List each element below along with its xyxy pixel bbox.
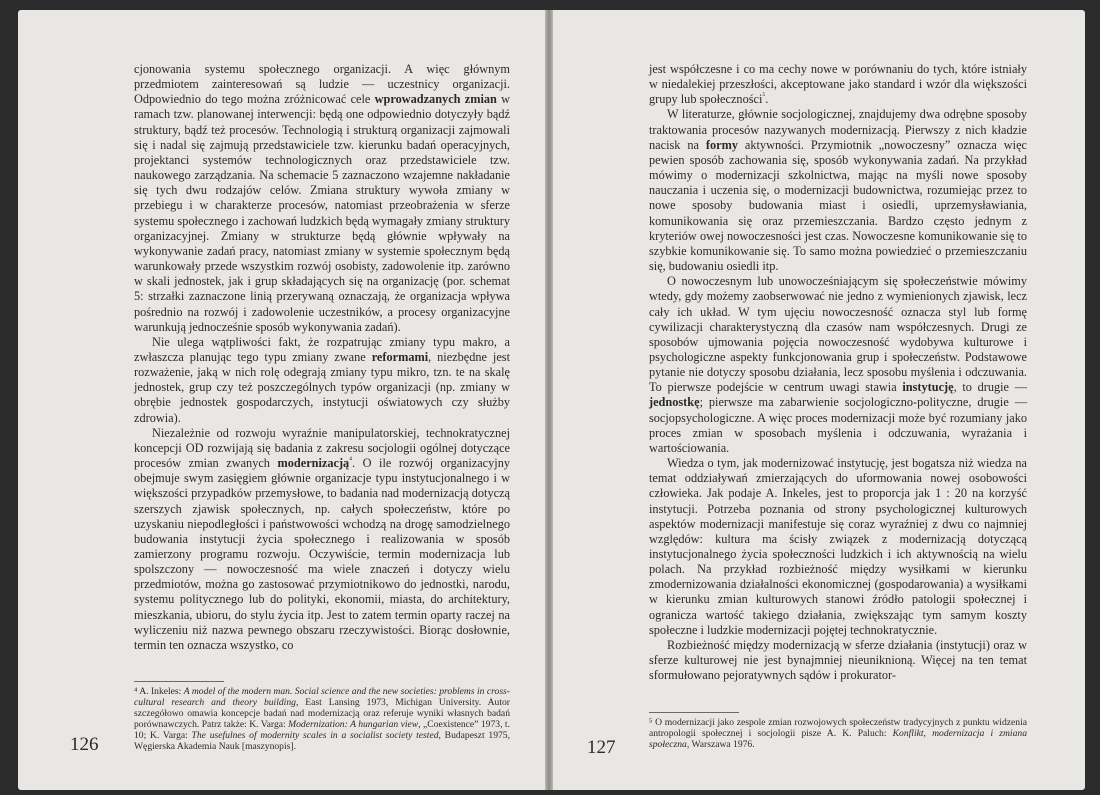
book-gutter [545, 10, 553, 790]
text-run: . [765, 92, 769, 107]
emphasis-text: modernizacją [277, 456, 350, 471]
paragraph [134, 426, 510, 653]
footnote-rule [134, 681, 224, 682]
paragraph [649, 274, 1027, 456]
text-run: ; pierwsze ma zabarwienie socjologiczno-polityczne, drugie — socjopsychologiczne. A więc proces modernizacji może być rozumiany jako proces zmian w sposobach myślenia i odczuwania, wyrażania i wartościowania. [649, 395, 1027, 455]
paragraph [134, 335, 510, 426]
text-run: ⁴ A. Inkeles: [134, 686, 184, 697]
text-run: W literaturze, głównie socjologicznej, znajdujemy dwa odrębne sposoby traktowania procesów nazywanych modernizacją. Pierwszy z nich kładzie nacisk na [649, 107, 1027, 152]
paragraph [649, 638, 1027, 683]
paragraph [649, 62, 1027, 107]
left-page [18, 10, 545, 790]
text-run: Niezależnie od rozwoju wyraźnie manipulatorskiej, technokratycznej koncepcji OD rozwijają się badania z zakresu socjologii ogólnej dotyczące procesów zmian zwanych [134, 425, 510, 471]
footnote-ref: ⁵ [762, 91, 766, 101]
paragraph [649, 107, 1027, 274]
right-body-text [649, 62, 1027, 683]
text-run: . O ile rozwój organizacyjny obejmuje swym zasięgiem głównie organizacje typu instytucjonalnego i w większości przypadków przemysłowe, to badania nad modernizacją dotyczą szerszych zjawisk społecznych, np. całych społeczeństw, które po uzyskaniu niepodległości i państwowości wchodzą na drogę samodzielnego budowania instytucji życia społecznego i realizowania w sposób zamierzony programu rozwoju. Oczywiście, termin modernizacja lub spolszczony — nowoczesność ma wiele znaczeń i dotyczy wielu przedmiotów, można go zastosować przymiotnikowo do jednostki, narodu, systemu politycznego lub do polityki, ekonomii, miasta, do architektury, mieszkania, ubioru, do stylu życia itp. Jest to zatem termin oparty raczej na wyliczeniu niż nazwa pewnego obszaru rzeczywistości. Biorąc dosłownie, termin ten oznacza wszystko, co [134, 456, 510, 652]
page-number-left: 126 [70, 734, 99, 755]
text-run: , to drugie — [953, 380, 1027, 395]
footnote-ref: ⁴ [349, 454, 353, 464]
text-run: aktywności. Przymiotnik „nowoczesny” oznacza więc pewien sposób zachowania się, sposób wykonywania zadań. Na przykład mówimy o modernizacji szkolnictwa, mając na myśli nowe sposoby nauczania i uczenia się, o modernizacji budownictwa, rozumiejąc przez to nowe sposoby budowania miast i osiedli, uprzemysławiania, komunikowania się oraz przemieszczania. Bardzo często jednym z kryteriów owej nowoczesności jest czas. Nowoczesne komunikowanie się to szybkie komunikowanie się. To samo można powiedzieć o przemieszczaniu się, budowaniu osiedli itp. [649, 137, 1027, 274]
text-run: , Budapeszt 1975, Węgierska Akademia Nauk [maszynopis]. [134, 730, 510, 752]
text-run: cjonowania systemu społecznego organizacji. A więc głównym przedmiotem zainteresowań są ludzie — uczestnicy organizacji. Odpowiednio do tego można zróżnicować cele [134, 62, 510, 107]
text-run: , „Coexistence” 1973, t. 10; K. Varga: [134, 719, 510, 741]
text-run: Wiedza o tym, jak modernizować instytucję, jest bogatsza niż wiedza na temat oddziaływań zmierzających do uformowania nowej osobowości człowieka. Jak podaje A. Inkeles, jest to proporcja jak 1 : 20 na korzyść instytucji. Potrzeba poznania od strony psychologicznej kulturowych aspektów modernizacji manifestuje się coraz wyraźniej z dwu co najmniej względów: kultura ma ścisły związek z modernizacją dotyczącą instytucjonalnego życia społeczności ludzkich i ich aktywnością na wielu polach. Na przykład rozbieżność między wysiłkami w kierunku zmodernizowania działalności ekonomicznej (gospodarowania) a wysiłkami w kierunku zmian kulturowych stanowi źródło patologii społecznej i ogranicza wartość takiego działania, zwiększając tym samym koszty społeczne i ludzkie modernizacji pojętej technokratycznie. [649, 456, 1027, 637]
paragraph [134, 62, 510, 335]
italic-title: The usefulnes of modernity scales in a socialist society tested [191, 730, 439, 741]
left-body-text [134, 62, 510, 653]
page-number-right: 127 [587, 737, 616, 758]
text-run: , niezbędne jest rozważenie, jaką w nich rolę odegrają zmiany typu mikro, tzn. te na skalę jednostek, grup czy też poszczególnych typów organizacji (np. zmiany w obrębie jednostek gospodarczych, instytucji oświatowych czy służby zdrowia). [134, 349, 510, 425]
emphasis-text: reformami [371, 349, 429, 364]
text-run: Nie ulega wątpliwości fakt, że rozpatrując zmiany typu makro, a zwłaszcza planując tego typu zmiany zwane [134, 334, 510, 364]
text-run: , East Lansing 1973, Michigan University. Autor szczegółowo omawia koncepcje badań nad modernizacją oraz referuje wyniki własnych badań porównawczych. Patrz także: K. Varga: [134, 697, 510, 730]
emphasis-text: wprowadzanych zmian [374, 92, 497, 107]
italic-title: Konflikt, modernizacja i zmiana społeczna [649, 728, 1027, 750]
left-footnote [134, 686, 510, 752]
right-page [553, 10, 1085, 790]
text-run: jest współczesne i co ma cechy nowe w porównaniu do tych, które istniały w niedalekiej przeszłości, akceptowane jako standard i wzór dla większości grupy lub społeczności [649, 62, 1027, 107]
text-run: O nowoczesnym lub unowocześniającym się społeczeństwie mówimy wtedy, gdy możemy zaobserwować nie jedno z wymienionych zjawisk, lecz cały ich układ. W tym ujęciu nowoczesność oznacza styl lub formę cywilizacji charakterystyczną dla czasów nam współczesnych. Drugi ze sposobów ujmowania pojęcia nowoczesność wydobywa kulturowe i psychologiczne aspekty funkcjonowania grup i społeczeństw. Podstawowe pytanie nie dotyczy sposobu działania, lecz sposobu myślenia i odczuwania. To pierwsze podejście w centrum uwagi stawia [649, 274, 1027, 395]
text-run: ⁵ O modernizacji jako zespole zmian rozwojowych społeczeństw tradycyjnych z punktu widzenia antropologii społecznej i socjologii pisze A. K. Paluch: [649, 717, 1027, 739]
text-run: Rozbieżność między modernizacją w sferze działania (instytucji) oraz w sferze kulturowej nie jest bynajmniej nieuniknioną. Więcej na ten temat sformułowano pejoratywnych sądów i prokurator- [649, 637, 1027, 683]
emphasis-text: instytucję [902, 380, 954, 395]
emphasis-text: formy [705, 137, 738, 152]
right-footnote [649, 717, 1027, 750]
text-run: w ramach tzw. planowanej interwencji: będą one odpowiednio dotyczyły bądź struktury, bądź też procesów. Technologią i strukturą organizacji zajmowali się i nadal się zajmują przedstawiciele tzw. kierunku badań operacyjnych, projektanci systemów technologicznych oraz przedstawiciele tzw. naukowego zarządzania. Na schemacie 5 zaznaczono wzajemne nakładanie się tych dwu rodzajów celów. Zmiana struktury wywoła zmiany w przebiegu i w charakterze procesów, natomiast przeobrażenia w sferze systemu społecznego i zachowań ludzkich będą wymagały zmiany struktury organizacyjnej. Zmiany w strukturze będą głównie wpływały na wykonywanie zadań pracy, natomiast zmiany w systemie społecznym będą warunkowały przede wszystkim rozwój osobisty, zadowolenie itp. zarówno w skali jednostek, jak i grup składających się na organizację (por. schemat 5: strzałki zaznaczone linią przerywaną oznaczają, że organizacja wpływa pośrednio na rozwój i zadowolenie uczestników, a procesy organizacyjne warunkują jednocześnie sposób wykonywania zadań). [134, 92, 510, 334]
emphasis-text: jednostkę [649, 395, 700, 410]
paragraph [649, 456, 1027, 638]
italic-title: A model of the modern man. Social science and the new societies: problems in cross-cultural research and theory building [134, 686, 510, 708]
italic-title: Modernization: A hungarian view [288, 719, 419, 730]
footnote-rule [649, 712, 739, 713]
text-run: , Warszawa 1976. [686, 739, 755, 750]
